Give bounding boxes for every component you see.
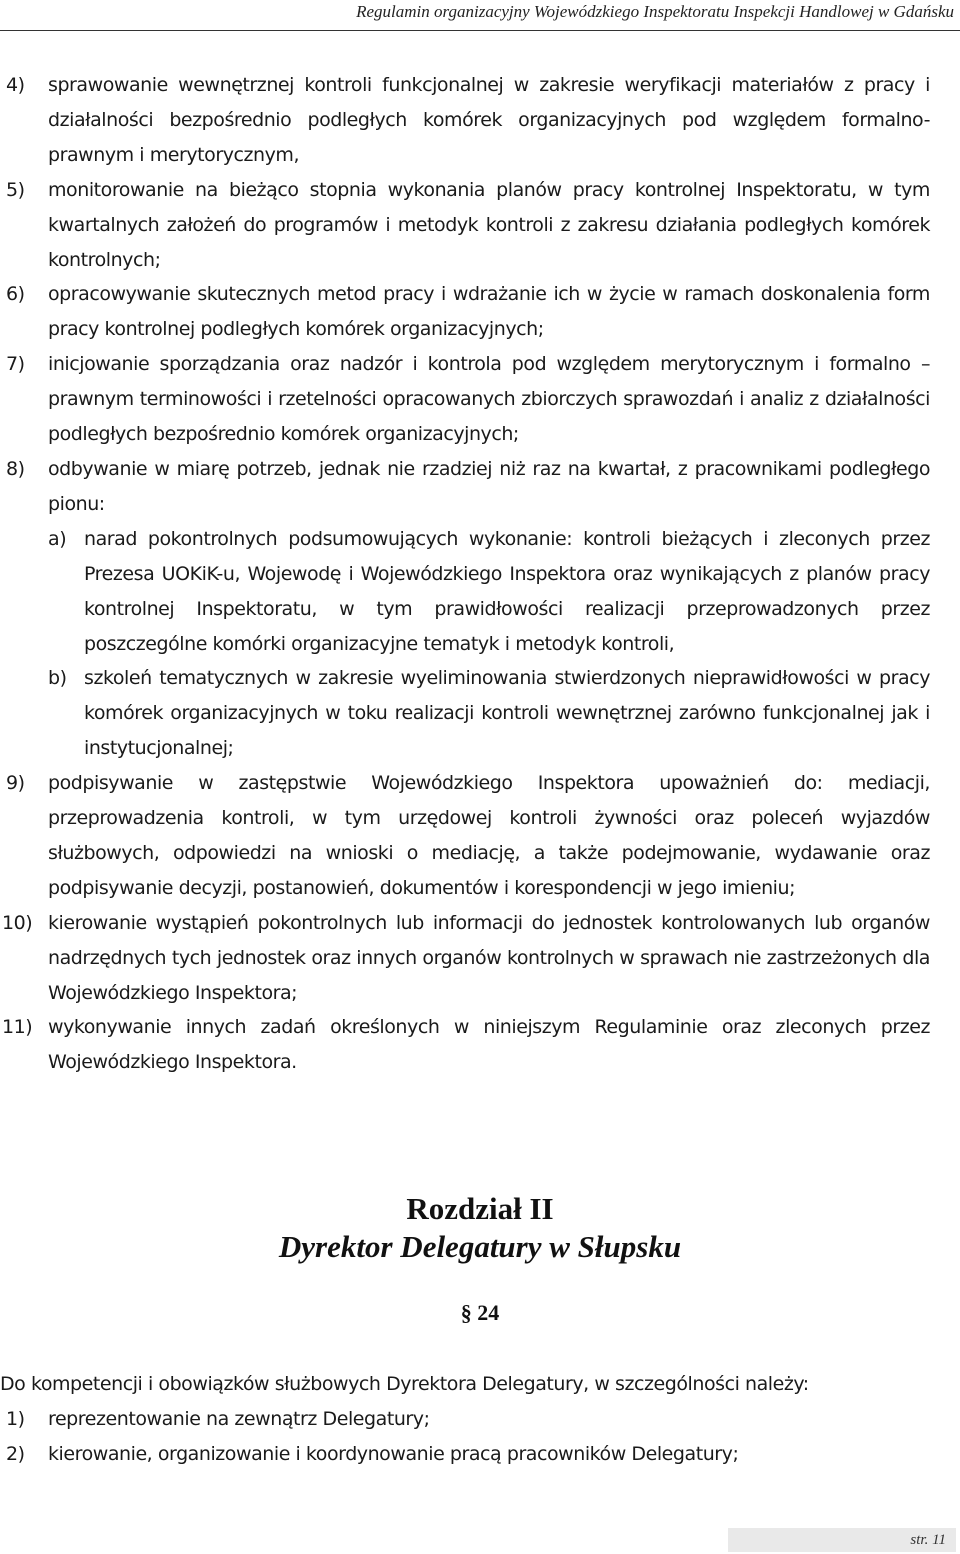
sub-item-letter: b) <box>48 667 67 690</box>
item-text: wykonywanie innych zadań określonych w niniejszym Regulaminie oraz zleconych przez Wojewódzkiego Inspektora. <box>48 1016 930 1074</box>
list-item <box>0 1010 930 1080</box>
list-item <box>0 1437 930 1472</box>
item-number: 10) <box>2 911 33 934</box>
item-text: monitorowanie na bieżąco stopnia wykonania planów pracy kontrolnej Inspektoratu, w tym kwartalnych założeń do programów i metodyk kontroli z zakresu działania podległych komórek kontrolnych; <box>48 178 930 271</box>
item-text: kierowanie, organizowanie i koordynowanie pracą pracowników Delegatury; <box>48 1442 739 1465</box>
item-text: opracowywanie skutecznych metod pracy i wdrażanie ich w życie w ramach doskonalenia form pracy kontrolnej podległych komórek organizacyjnych; <box>48 283 930 341</box>
list-item <box>0 277 930 347</box>
list-item <box>0 452 930 522</box>
item-number: 2) <box>6 1442 25 1465</box>
chapter-subtitle: Dyrektor Delegatury w Słupsku <box>278 1229 682 1264</box>
list-item <box>0 766 930 906</box>
section-intro: Do kompetencji i obowiązków służbowych Dyrektora Delegatury, w szczególności należy: <box>0 1373 809 1395</box>
list-item <box>0 173 930 278</box>
page-number: str. 11 <box>728 1528 956 1552</box>
sub-item-letter: a) <box>48 527 67 550</box>
list-item <box>0 68 930 173</box>
item-text: sprawowanie wewnętrznej kontroli funkcjonalnej w zakresie weryfikacji materiałów z pracy i działalności bezpośrednio podległych komórek organizacyjnych pod względem formalno-prawnym i merytorycznym, <box>48 74 930 166</box>
chapter-title: Rozdział II <box>406 1191 554 1226</box>
item-number: 11) <box>2 1016 33 1039</box>
item-text: podpisywanie w zastępstwie Wojewódzkiego Inspektora upoważnień do: mediacji, przeprowadzenia kontroli, w tym urzędowej kontroli żywności oraz poleceń wyjazdów służbowych, odpowiedzi na wnioski o mediację, a także podejmowanie, wydawanie oraz podpisywanie decyzji, postanowień, dokumentów i korespondencji w jego imieniu; <box>48 772 930 899</box>
item-number: 5) <box>6 178 25 201</box>
paragraph-number: § 24 <box>460 1300 500 1325</box>
list-item <box>0 906 930 1011</box>
item-number: 8) <box>6 457 25 480</box>
item-text: reprezentowanie na zewnątrz Delegatury; <box>48 1407 430 1430</box>
item-number: 4) <box>6 74 25 96</box>
section-body <box>0 1367 930 1472</box>
item-number: 1) <box>6 1407 25 1430</box>
item-text: kierowanie wystąpień pokontrolnych lub informacji do jednostek kontrolowanych lub organów nadrzędnych tych jednostek oraz innych organów kontrolnych w sprawach nie zastrzeżonych dla Wojewódzkiego Inspektora; <box>48 911 930 1004</box>
list-item <box>0 347 930 452</box>
sub-list-item <box>0 522 930 662</box>
item-text: odbywanie w miarę potrzeb, jednak nie rzadziej niż raz na kwartał, z pracownikami podległego pionu: <box>48 457 930 515</box>
list-item <box>0 1402 930 1437</box>
item-number: 7) <box>6 353 25 376</box>
sub-list-item <box>0 661 930 766</box>
sub-item-text: szkoleń tematycznych w zakresie wyeliminowania stwierdzonych nieprawidłowości w pracy komórek organizacyjnych w toku realizacji kontroli wewnętrznej zarówno funkcjonalnej jak i instytucjonalnej; <box>84 667 930 760</box>
item-number: 9) <box>6 772 25 795</box>
item-number: 6) <box>6 283 25 306</box>
document-body <box>0 68 930 1080</box>
sub-item-text: narad pokontrolnych podsumowujących wykonanie: kontroli bieżących i zleconych przez Prezesa UOKiK-u, Wojewodę i Wojewódzkiego Inspektora oraz wynikających z planów pracy kontrolnej Inspektoratu, w tym prawidłowości realizacji przeprowadzonych przez poszczególne komórki organizacyjne tematyk i metodyk kontroli, <box>84 527 930 655</box>
page-header: Regulamin organizacyjny Wojewódzkiego Inspektoratu Inspekcji Handlowej w Gdańsku <box>356 2 954 21</box>
header-rule <box>0 30 960 31</box>
item-text: inicjowanie sporządzania oraz nadzór i kontrola pod względem merytorycznym i formalno – prawnym terminowości i rzetelności opracowanych zbiorczych sprawozdań i analiz z działalności podległych bezpośrednio komórek organizacyjnych; <box>48 353 930 446</box>
chapter-heading <box>0 1190 960 1266</box>
